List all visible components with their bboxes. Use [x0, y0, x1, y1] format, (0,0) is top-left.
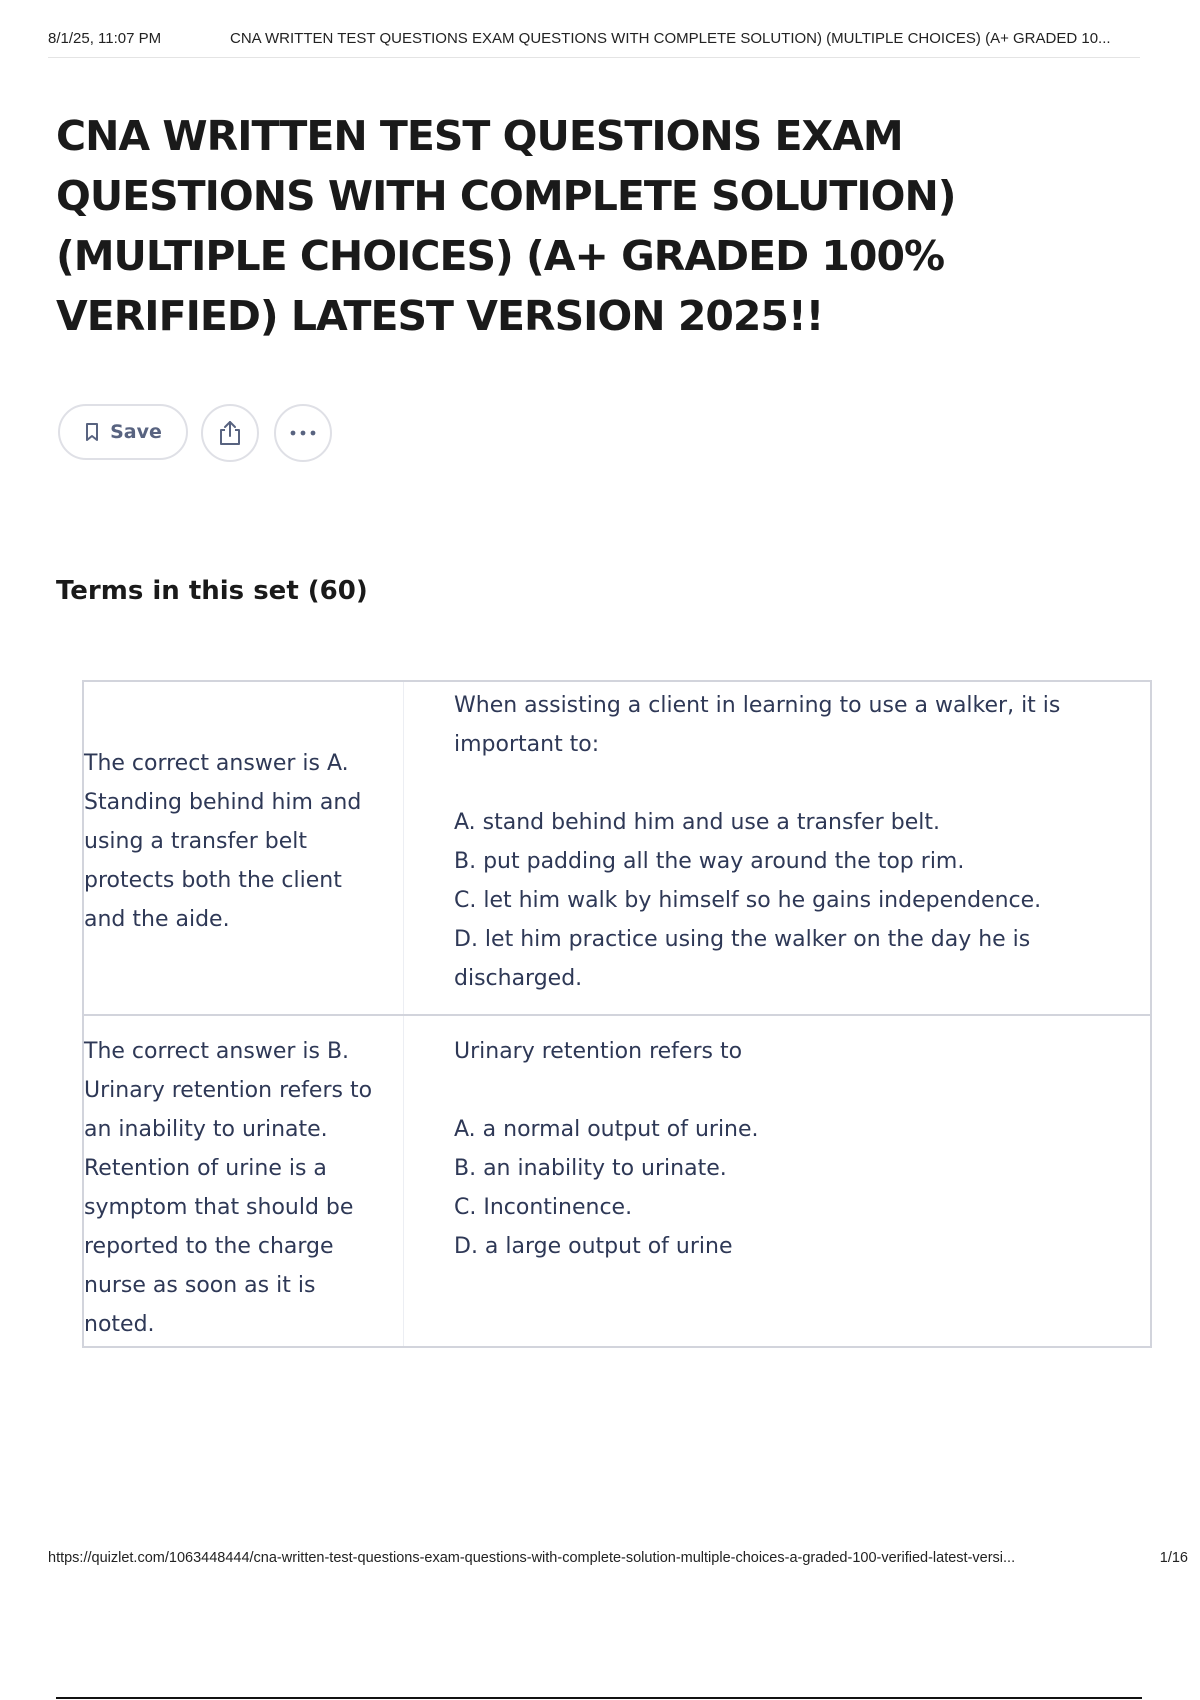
term-question-text: Urinary retention refers to — [454, 1039, 743, 1064]
page-number: 1/16 — [1159, 1550, 1188, 1566]
term-question-cell — [404, 682, 1150, 1014]
more-options-icon — [290, 430, 316, 436]
term-option: A. stand behind him and use a transfer belt. — [454, 810, 940, 835]
term-answer-text: The correct answer is B. Urinary retention refers to an inability to urinate. Retention of urine is a symptom that should be reported to the charge nurse as soon as it is noted. — [84, 1039, 373, 1337]
page-title: CNA WRITTEN TEST QUESTIONS EXAM QUESTIONS WITH COMPLETE SOLUTION) (MULTIPLE CHOICES) (A+ GRADED 100% VERIFIED) LATEST VERSION 2025!! — [56, 112, 956, 340]
term-row — [84, 682, 1150, 1014]
save-button[interactable] — [58, 404, 188, 460]
term-options-list — [454, 1110, 1150, 1266]
term-row — [84, 1014, 1150, 1346]
term-option: D. let him practice using the walker on the day he is discharged. — [454, 927, 1031, 991]
share-icon — [217, 419, 243, 447]
terms-table — [82, 680, 1152, 1348]
term-option: B. put padding all the way around the top rim. — [454, 849, 965, 874]
print-date: 8/1/25, 11:07 PM — [48, 30, 162, 47]
term-question-text: When assisting a client in learning to use a walker, it is important to: — [454, 693, 1061, 757]
term-options-list — [454, 803, 1150, 998]
more-options-button[interactable] — [274, 404, 332, 462]
print-header-title: CNA WRITTEN TEST QUESTIONS EXAM QUESTIONS WITH COMPLETE SOLUTION) (MULTIPLE CHOICES) (A+ GRADED 10... — [230, 30, 1111, 47]
page-url[interactable]: https://quizlet.com/1063448444/cna-written-test-questions-exam-questions-with-complete-solution-multiple-choices-a-graded-100-verified-latest-versi... — [48, 1550, 1016, 1566]
terms-heading: Terms in this set (60) — [56, 576, 368, 606]
print-footer — [48, 1550, 1188, 1570]
save-button-label: Save — [110, 421, 162, 443]
term-option: C. let him walk by himself so he gains independence. — [454, 888, 1042, 913]
share-button[interactable] — [201, 404, 259, 462]
bookmark-icon — [84, 422, 100, 442]
header-divider — [48, 57, 1140, 58]
print-header — [48, 30, 1170, 50]
term-option: A. a normal output of urine. — [454, 1117, 759, 1142]
term-answer-cell — [84, 1016, 404, 1346]
term-answer-text: The correct answer is A. Standing behind him and using a transfer belt protects both the client and the aide. — [84, 751, 362, 932]
term-answer-cell — [84, 682, 404, 1014]
term-question-cell — [404, 1016, 1150, 1346]
term-option: C. Incontinence. — [454, 1195, 633, 1220]
term-option: D. a large output of urine — [454, 1234, 733, 1259]
bottom-divider — [56, 1697, 1142, 1699]
term-option: B. an inability to urinate. — [454, 1156, 727, 1181]
